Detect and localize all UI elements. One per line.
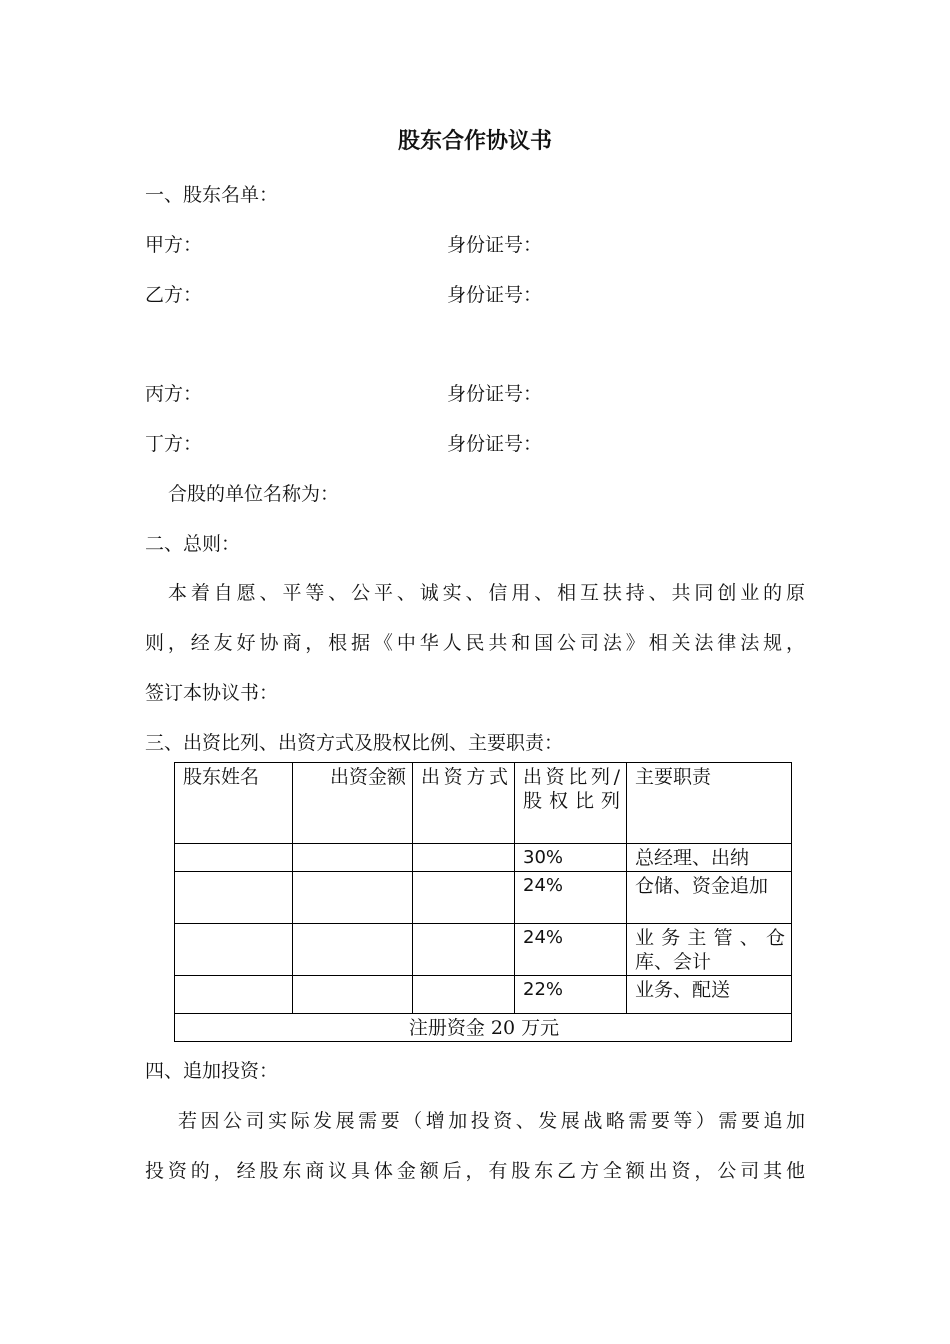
table-row [175, 872, 792, 924]
party-c-label: 丙方： [145, 383, 203, 405]
investment-amount-cell [293, 924, 413, 976]
equity-ratio-cell: 30% [515, 844, 627, 872]
investment-method-cell [413, 844, 515, 872]
document-title: 股东合作协议书 [397, 129, 552, 154]
section-1-heading: 一、股东名单： [145, 184, 279, 206]
header-investment-amount: 出资金额 [293, 763, 413, 844]
shareholder-name-cell [175, 872, 293, 924]
registered-capital-cell: 注册资金 20 万元 [175, 1014, 792, 1042]
table-row [175, 924, 792, 976]
equity-ratio-cell: 22% [515, 976, 627, 1014]
section-4-heading: 四、追加投资： [145, 1060, 279, 1082]
header-equity-ratio: 出资比列/股权比列 [515, 763, 627, 844]
party-d-label: 丁方： [145, 433, 203, 455]
investment-method-cell [413, 924, 515, 976]
additional-investment-line-2: 投资的，经股东商议具体金额后，有股东乙方全额出资，公司其他 [145, 1160, 805, 1182]
header-main-duty: 主要职责 [627, 763, 792, 844]
main-duty-cell: 业务、配送 [627, 976, 792, 1014]
shareholder-name-cell [175, 844, 293, 872]
investment-amount-cell [293, 872, 413, 924]
investment-amount-cell [293, 844, 413, 872]
shareholder-table [174, 762, 792, 1042]
header-shareholder-name: 股东姓名 [175, 763, 293, 844]
section-3-heading: 三、出资比列、出资方式及股权比例、主要职责： [145, 732, 564, 754]
main-duty-cell: 业务主管、仓库、会计 [627, 924, 792, 976]
equity-ratio-cell: 24% [515, 872, 627, 924]
party-b-label: 乙方： [145, 284, 203, 306]
table-header-row [175, 763, 792, 844]
header-investment-method: 出资方式 [413, 763, 515, 844]
section-2-heading: 二、总则： [145, 533, 241, 555]
investment-amount-cell [293, 976, 413, 1014]
investment-method-cell [413, 872, 515, 924]
general-principle-line-1: 本着自愿、平等、公平、诚实、信用、相互扶持、共同创业的原 [168, 582, 805, 604]
unit-name-line: 合股的单位名称为： [168, 483, 340, 505]
main-duty-cell: 仓储、资金追加 [627, 872, 792, 924]
equity-ratio-cell: 24% [515, 924, 627, 976]
party-c-id-label: 身份证号： [447, 383, 543, 405]
table-row [175, 976, 792, 1014]
shareholder-name-cell [175, 976, 293, 1014]
general-principle-line-2: 则，经友好协商，根据《中华人民共和国公司法》相关法律法规， [145, 632, 805, 654]
investment-method-cell [413, 976, 515, 1014]
general-principle-line-3: 签订本协议书： [145, 682, 279, 704]
party-d-id-label: 身份证号： [447, 433, 543, 455]
party-b-id-label: 身份证号： [447, 284, 543, 306]
additional-investment-line-1: 若因公司实际发展需要（增加投资、发展战略需要等）需要追加 [178, 1110, 805, 1132]
table-footer-row [175, 1014, 792, 1042]
main-duty-cell: 总经理、出纳 [627, 844, 792, 872]
shareholder-name-cell [175, 924, 293, 976]
party-a-id-label: 身份证号： [447, 234, 543, 256]
party-a-label: 甲方： [145, 234, 203, 256]
table-row [175, 844, 792, 872]
